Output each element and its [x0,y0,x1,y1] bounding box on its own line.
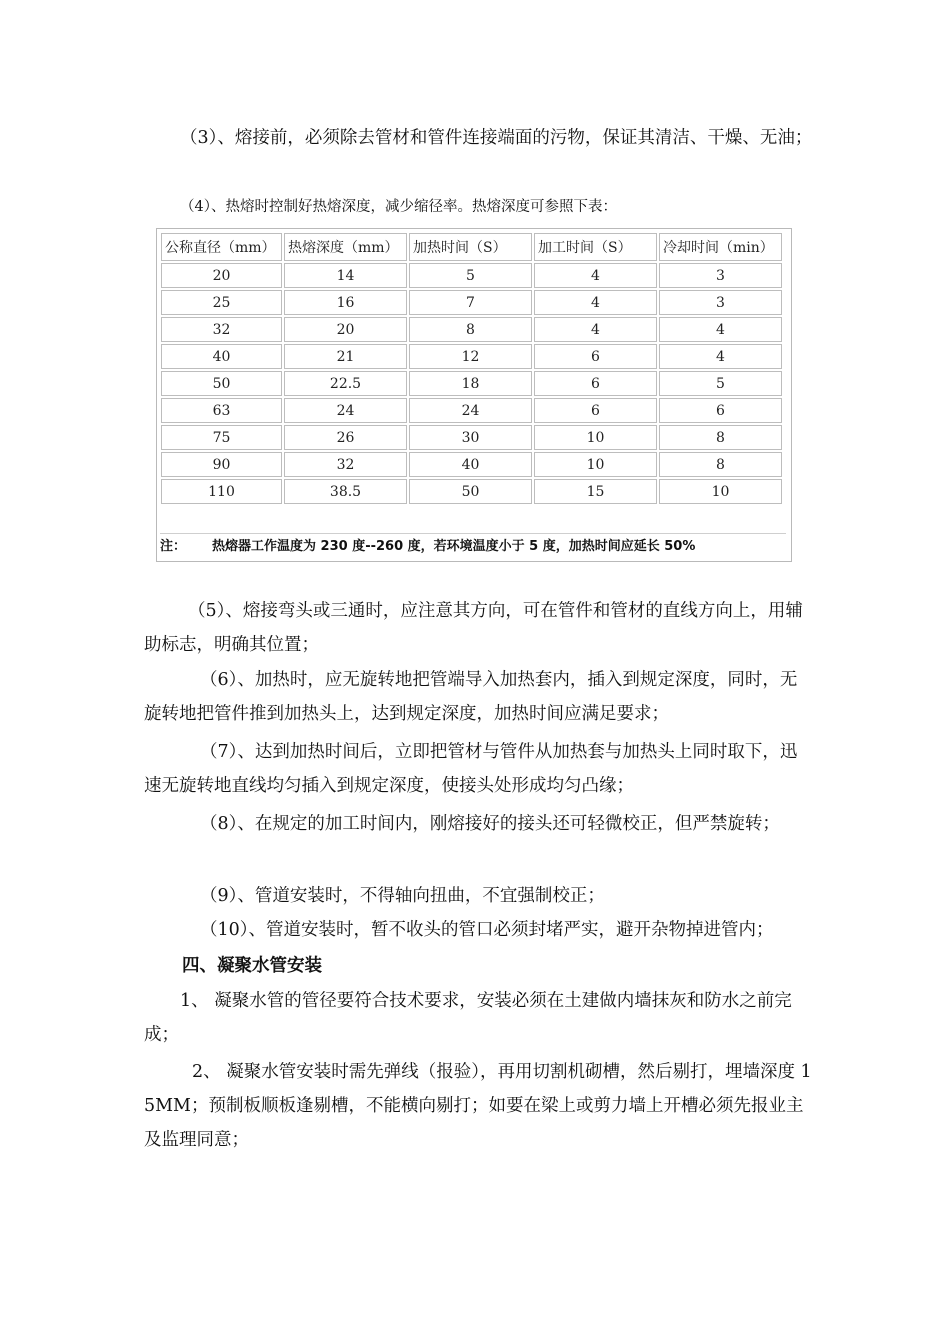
table-cell: 8 [659,425,782,450]
table-cell: 6 [534,371,657,396]
table-header-row [161,233,782,261]
section-heading: 四、凝聚水管安装 [182,956,322,976]
paragraph-section-item-2: 2、 凝聚水管安装时需先弹线（报验），再用切割机砌槽，然后剔打，埋墙深度 15MM；预制板顺板逢剔槽，不能横向剔打；如要在梁上或剪力墙上开槽必须先报业主及监理同意； [144,1062,812,1150]
table-cell: 75 [161,425,282,450]
table-cell: 40 [161,344,282,369]
table-row [161,479,782,504]
table-cell: 21 [284,344,407,369]
table-cell: 110 [161,479,282,504]
table-cell: 10 [534,425,657,450]
note-label: 注： [160,539,187,554]
paragraph-step-3: （3）、熔接前，必须除去管材和管件连接端面的污物，保证其清洁、干燥、无油； [180,128,813,148]
table-cell: 22.5 [284,371,407,396]
table-cell: 20 [161,263,282,288]
table-cell: 7 [409,290,532,315]
table-row [161,398,782,423]
paragraph-step-8: （8）、在规定的加工时间内，刚熔接好的接头还可轻微校正，但严禁旋转； [200,814,780,834]
table-cell: 5 [659,371,782,396]
table-row [161,344,782,369]
table-cell: 50 [409,479,532,504]
table-cell: 4 [534,317,657,342]
paragraph-step-6: （6）、加热时，应无旋转地把管端导入加热套内，插入到规定深度，同时，无旋转地把管件推到加热头上，达到规定深度，加热时间应满足要求； [144,670,798,724]
header-melt-depth: 热熔深度（mm） [284,233,407,261]
note-text: 热熔器工作温度为 230 度--260 度，若环境温度小于 5 度，加热时间应延长 50% [212,539,696,554]
table-cell: 24 [409,398,532,423]
paragraph-step-5: （5）、熔接弯头或三通时，应注意其方向，可在管件和管材的直线方向上，用辅助标志，明确其位置； [144,601,803,655]
table-cell: 4 [534,290,657,315]
table-cell: 14 [284,263,407,288]
table-cell: 63 [161,398,282,423]
paragraph-step-9: （9）、管道安装时，不得轴向扭曲，不宜强制校正； [200,886,605,906]
table-cell: 16 [284,290,407,315]
table-cell: 20 [284,317,407,342]
header-nominal-diameter: 公称直径（mm） [161,233,282,261]
table-row [161,452,782,477]
paragraph-step-10: （10）、管道安装时，暂不收头的管口必须封堵严实，避开杂物掉进管内； [200,920,774,940]
paragraph-step-7: （7）、达到加热时间后，立即把管材与管件从加热套与加热头上同时取下，迅速无旋转地直线均匀插入到规定深度，使接头处形成均匀凸缘； [144,742,798,796]
table-row [161,290,782,315]
table-cell: 8 [659,452,782,477]
table-cell: 6 [659,398,782,423]
table-cell: 8 [409,317,532,342]
table-row [161,425,782,450]
table-row [161,317,782,342]
header-cooling-time: 冷却时间（min） [659,233,782,261]
table-cell: 6 [534,344,657,369]
table-cell: 12 [409,344,532,369]
table-cell: 18 [409,371,532,396]
table-cell: 4 [659,344,782,369]
table-cell: 50 [161,371,282,396]
table-cell: 32 [161,317,282,342]
paragraph-section-item-1: 1、 凝聚水管的管径要符合技术要求，安装必须在土建做内墙抹灰和防水之前完成； [144,991,792,1045]
table-cell: 4 [534,263,657,288]
table-cell: 10 [534,452,657,477]
paragraph-step-4: （4）、热熔时控制好热熔深度，减少缩径率。热熔深度可参照下表： [180,199,617,215]
table-cell: 5 [409,263,532,288]
table-row [161,371,782,396]
table-cell: 4 [659,317,782,342]
table-cell: 15 [534,479,657,504]
table-cell: 38.5 [284,479,407,504]
header-processing-time: 加工时间（S） [534,233,657,261]
table-cell: 6 [534,398,657,423]
header-heating-time: 加热时间（S） [409,233,532,261]
table-cell: 40 [409,452,532,477]
table-cell: 30 [409,425,532,450]
table-cell: 24 [284,398,407,423]
table-row [161,263,782,288]
table-cell: 25 [161,290,282,315]
hot-melt-depth-table [156,228,792,562]
table-cell: 10 [659,479,782,504]
table-cell: 3 [659,263,782,288]
table-cell: 26 [284,425,407,450]
table-cell: 90 [161,452,282,477]
table-note [160,533,786,560]
table-cell: 3 [659,290,782,315]
table-cell: 32 [284,452,407,477]
data-table [159,231,784,506]
